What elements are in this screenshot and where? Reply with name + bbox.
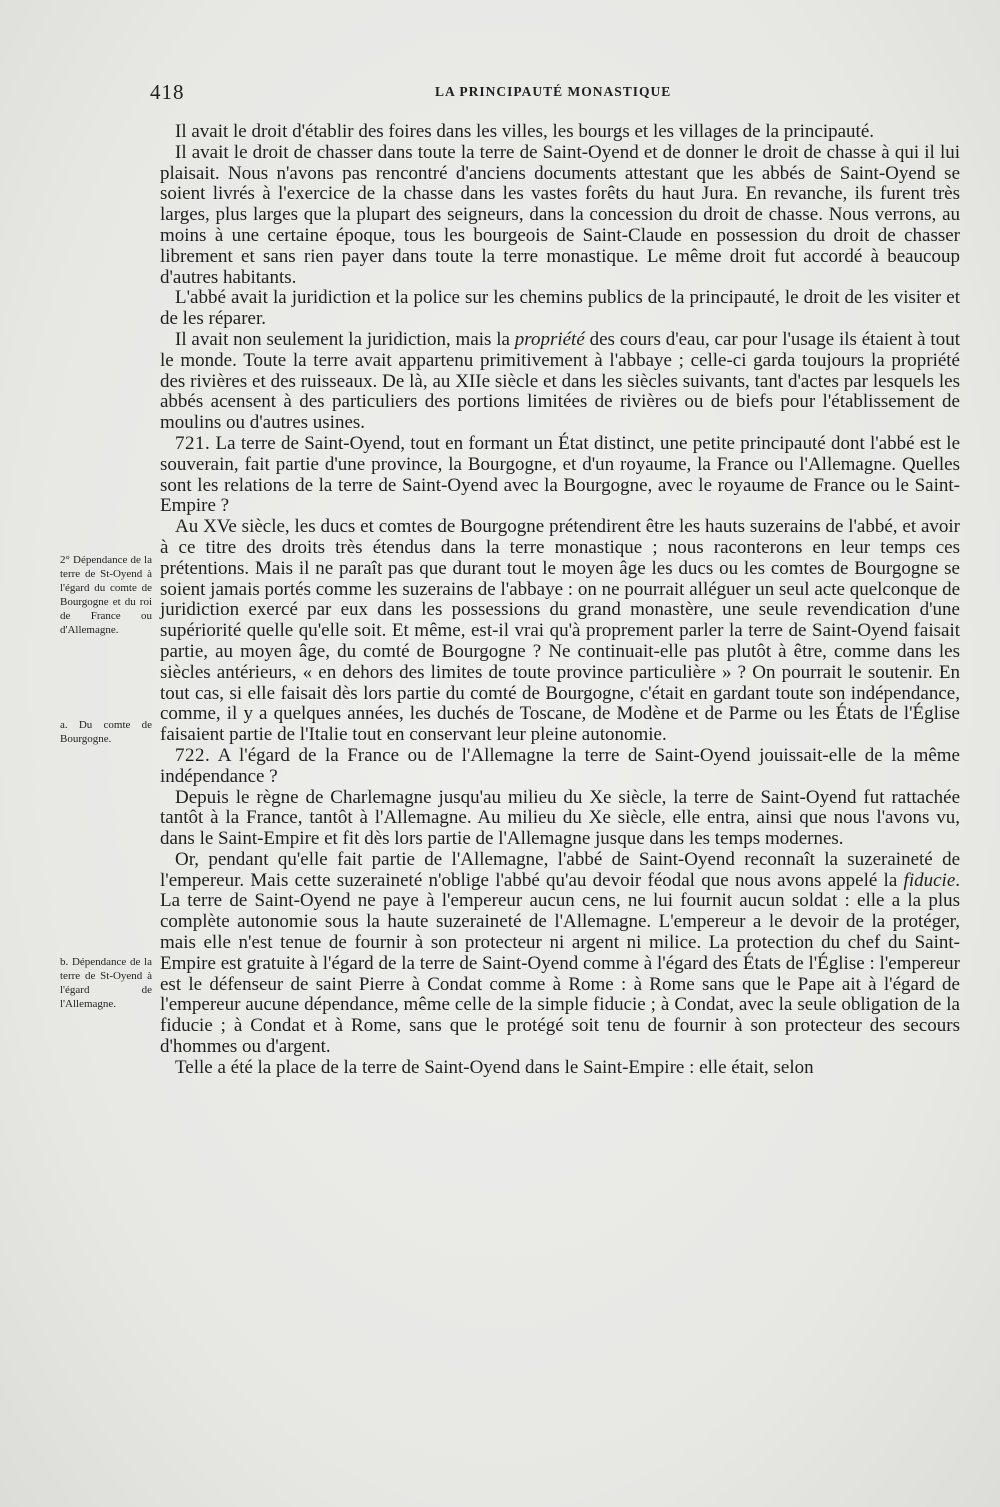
paragraph: Or, pendant qu'elle fait partie de l'Allemagne, l'abbé de Saint-Oyend reconnaît la suzeraineté de l'empereur. Mais cette suzeraineté n'oblige l'abbé qu'au devoir féodal que nous avons appelé la fiducie. La terre de Saint-Oyend ne paye à l'empereur aucun cens, ne lui fournit aucun soldat : elle a la plus complète autonomie sous la haute suzeraineté de l'Allemagne. L'empereur a le devoir de la protéger, mais elle n'est tenue de fournir à son protecteur ni argent ni milice. La protection du chef du Saint-Empire est gratuite à l'égard de la terre de Saint-Oyend comme à l'égard des États de l'Église : l'empereur est le défenseur de saint Pierre à Condat comme à Rome : à Rome sans que le Pape ait à l'égard de l'empereur aucune dépendance, même celle de la simple fiducie ; à Condat, avec la seule obligation de la fiducie ; à Condat et à Rome, sans que le protégé soit tenu de fournir à son protecteur des secours d'hommes ou d'argent. — [160, 848, 960, 1058]
margin-note: b. Dépendance de la terre de St-Oyend à l'égard de l'Allemagne. — [60, 956, 152, 1010]
section-number: 721. — [175, 432, 211, 454]
paragraph: Depuis le règne de Charlemagne jusqu'au milieu du Xe siècle, la terre de Saint-Oyend fut rattachée tantôt à la France, tantôt à l'Allemagne. Au milieu du Xe siècle, elle entra, ainsi que nous l'avons vu, dans le Saint-Empire et fit dès lors partie de l'Allemagne jusque dans les temps modernes. — [160, 786, 960, 850]
margin-note: 2° Dépendance de la terre de St-Oyend à l'égard du comte de Bourgogne et du roi de France ou d'Allemagne. — [60, 554, 152, 636]
emphasis: fiducie — [903, 869, 956, 891]
running-title: LA PRINCIPAUTÉ MONASTIQUE — [435, 84, 672, 99]
paragraph: Au XVe siècle, les ducs et comtes de Bourgogne prétendirent être les hauts suzerains de l'abbé, et avoir à ce titre des droits très étendus dans la terre monastique ; nous raconterons en leur temps ces prétentions. Mais il ne paraît pas que durant tout le moyen âge les ducs ou les comtes de Bourgogne se soient jamais portés comme les suzerains de l'abbaye : on ne pourrait alléguer un seul acte quelconque de juridiction exercé par eux dans les possessions du grand monastère, une seule revendication d'une supériorité quelle qu'elle soit. Et même, est-il vrai qu'à proprement parler la terre de Saint-Oyend faisait partie, au moyen âge, du comté de Bourgogne ? Ne continuait-elle pas plutôt à être, comme dans les siècles antérieurs, « en dehors des limites de toute province particulière » ? On pourrait le soutenir. En tout cas, si elle faisait dès lors partie du comté de Bourgogne, c'était en gardant toute son indépendance, comme, il y a quelques années, les duchés de Toscane, de Modène et de Parme ou les États de l'Église faisaient partie de l'Italie tout en conservant leur pleine autonomie. — [160, 516, 960, 746]
page-number: 418 — [150, 80, 185, 104]
paragraph: Il avait non seulement la juridiction, mais la propriété des cours d'eau, car pour l'usage ils étaient à tout le monde. Toute la terre avait appartenu primitivement à l'abbaye ; celle-ci garda toujours la propriété des rivières et des ruisseaux. De là, au XIIe siècle et dans les siècles suivants, tant d'actes par lesquels les abbés acensent à des particuliers des portions limitées de rivières ou de biefs pour l'établissement de moulins ou d'autres usines. — [160, 328, 960, 434]
margin-note: a. Du comte de Bourgogne. — [60, 719, 152, 745]
paragraph: Il avait le droit d'établir des foires dans les villes, les bourgs et les villages de la principauté. — [175, 121, 875, 142]
paragraph: 722. A l'égard de la France ou de l'Allemagne la terre de Saint-Oyend jouissait-elle de la même indépendance ? — [160, 744, 960, 787]
paragraph: Telle a été la place de la terre de Saint-Oyend dans le Saint-Empire : elle était, selon — [175, 1056, 814, 1078]
paragraph: L'abbé avait la juridiction et la police sur les chemins publics de la principauté, le droit de les visiter et de les réparer. — [160, 287, 960, 330]
body-text — [160, 122, 960, 1079]
paragraph: 721. La terre de Saint-Oyend, tout en formant un État distinct, une petite principauté dont l'abbé est le souverain, fait partie d'une province, la Bourgogne, et d'un royaume, la France ou l'Allemagne. Quelles sont les relations de la terre de Saint-Oyend avec la Bourgogne, avec le royaume de France ou le Saint-Empire ? — [160, 432, 960, 517]
section-number: 722. — [175, 744, 211, 766]
emphasis: propriété — [514, 328, 585, 350]
paragraph: Il avait le droit de chasser dans toute la terre de Saint-Oyend et de donner le droit de chasse à qui il lui plaisait. Nous n'avons pas rencontré d'anciens documents attestant que les abbés de Saint-Oyend se soient livrés à l'exercice de la chasse dans les vastes forêts du haut Jura. En revanche, ils furent très larges, plus larges que la plupart des seigneurs, dans la concession du droit de chasse. Nous verrons, au moins à une certaine époque, tous les bourgeois de Saint-Claude en possession du droit de chasser librement et sans rien payer dans toute la terre monastique. Le même droit fut accordé à beaucoup d'autres habitants. — [160, 141, 960, 288]
page-header — [150, 80, 970, 110]
